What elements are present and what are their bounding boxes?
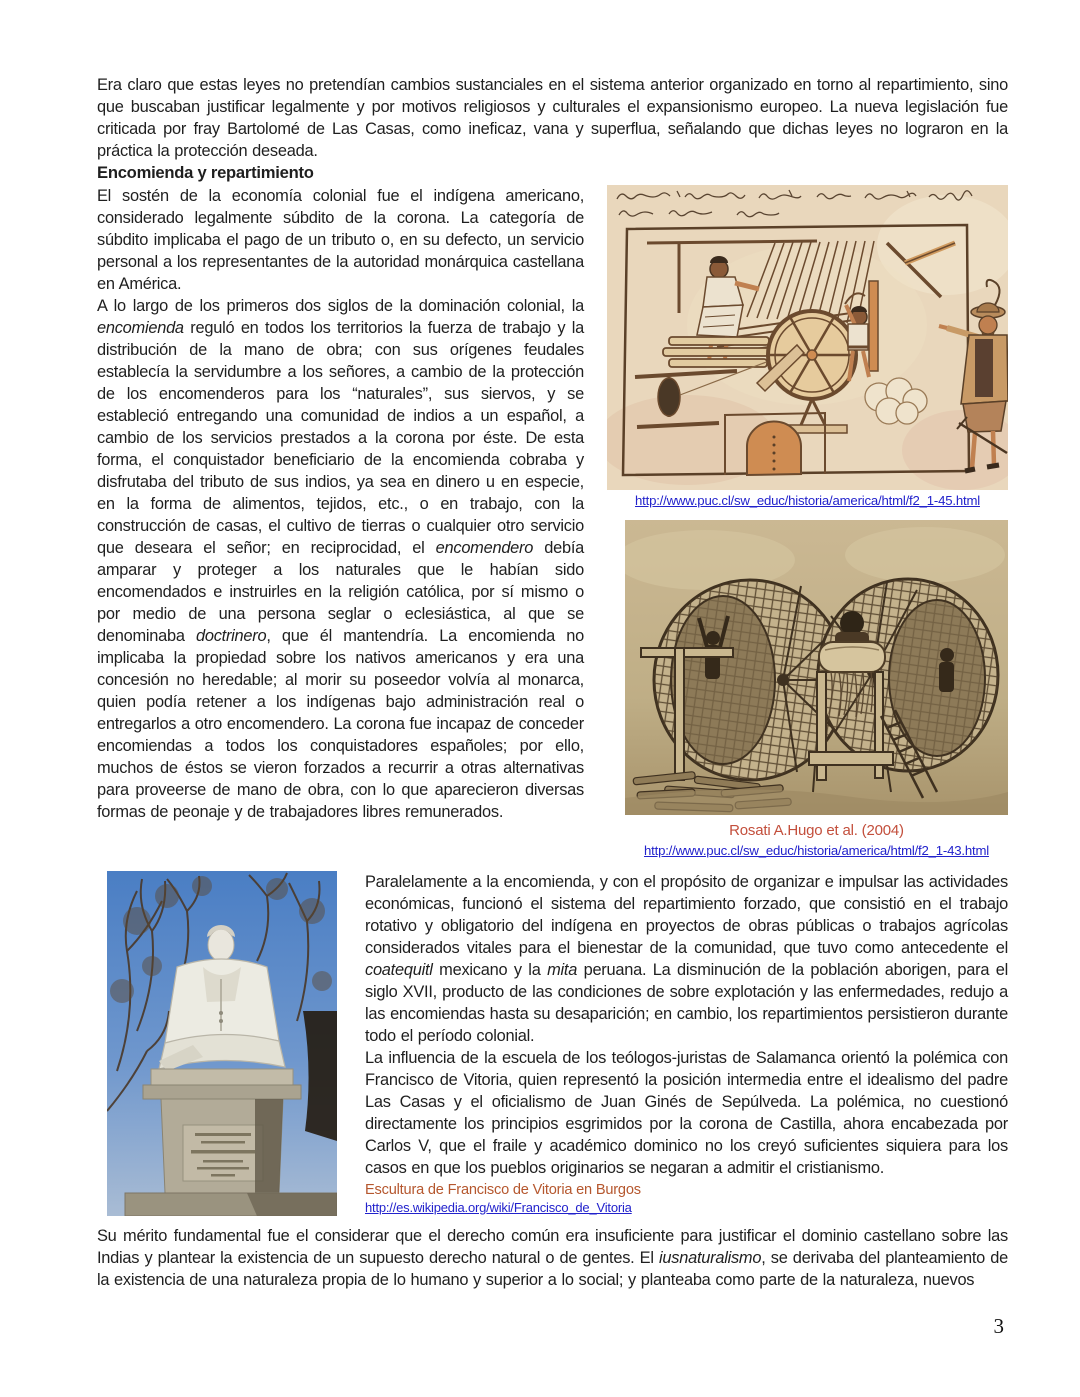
- two-column-section: [97, 185, 1008, 859]
- right-figure-column: [607, 185, 1008, 859]
- closing-paragraph: Su mérito fundamental fue el considerar que el derecho común era insuficiente para justificar el dominio castellano sobre las Indias y plantear la existencia de un supuesto derecho natural o de gentes. El iusnaturalismo, se derivaba del planteamiento de la existencia de una naturaleza propia de lo humano y superior a lo social; y planteaba como parte de la naturaleza, nuevos: [97, 1227, 1008, 1289]
- wheels-figure-credit: Rosati A.Hugo et al. (2004): [729, 822, 904, 839]
- intro-paragraph: Era claro que estas leyes no pretendían cambios sustanciales en el sistema anterior organizado en torno al repartimiento, sino que buscaban justificar legalmente y por motivos religiosos y culturales el expansionismo europeo. La nueva legislación fue criticada por fray Bartolomé de Las Casas, como ineficaz, vana y superflua, señalando que dichas leyes no lograron en la práctica la protección deseada.: [97, 76, 1008, 160]
- treadwheel-engraving: [625, 520, 1008, 815]
- left-text-column: [97, 185, 584, 823]
- repartimiento-paragraph: Paralelamente a la encomienda, y con el propósito de organizar e impulsar las actividades económicas, funcionó el sistema del repartimiento forzado, que consistió en el trabajo rotativo y obligatorio del indígena en proyectos de obras públicas o trabajos agrícolas considerados vitales para el bienestar de la comunidad, que tuvo como antecedente el coatequitl mexicano y la mita peruana. La disminución de la población aborigen, para el siglo XVII, producto de las condiciones de sobre explotación y las enfermedades, redujo a las encomiendas hasta su desaparición; en cambio, los repartimientos persistieron durante todo el período colonial.: [365, 873, 1008, 1045]
- vitoria-section: [97, 871, 1008, 1217]
- codex-figure-link[interactable]: http://www.puc.cl/sw_educ/historia/america/html/f2_1-45.html: [635, 493, 980, 508]
- statue-caption-link[interactable]: http://es.wikipedia.org/wiki/Francisco_de_Vitoria: [365, 1200, 632, 1215]
- right-treadwheel: [818, 579, 998, 771]
- encomienda-paragraph-2: A lo largo de los primeros dos siglos de la dominación colonial, la encomienda reguló en todos los territorios la fuerza de trabajo y la distribución de la mano de obra; con sus orígenes feudales establecía la servidumbre a los señores, a cambio de la protección de los encomenderos para los “naturales”, sus siervos, y se estableció entregando una comunidad de indios a un español, a cambio de los servicios prestados a la corona por éste. De esta forma, el conquistador beneficiario de la encomienda cobraba y disfrutaba del tributo de sus indios, ya sea en dinero u en especie, en la forma de alimentos, tejidos, etc., o en trabajo, con la construcción de casas, el cultivo de tierras o cualquier otro servicio que deseara el señor; en reciprocidad, el encomendero debía amparar y proteger a los naturales que le habían sido encomendados e instruirles en la religión católica, por sí mismo o por medio de una persona seglar o eclesiástica, al que se denominaba doctrinero, que él mantendría. La encomienda no implicaba la propiedad sobre los nativos americanos y era una concesión no heredable; al morir su poseedor volvía al monarca, quien podía retener a los indígenas bajo administración real o entregarlos a otro encomendero. La corona fue incapaz de conceder encomiendas a todos los conquistadores españoles; por ello, muchos de éstos se vieron forzados a recurrir a otras alternativas para proveerse de mano de obra, con lo que aparecieron diversas formas de peonaje y de trabajadores libres remunerados.: [97, 297, 584, 821]
- section-heading: Encomienda y repartimiento: [97, 163, 314, 182]
- salamanca-paragraph: La influencia de la escuela de los teólogos-juristas de Salamanca orientó la polémica con Francisco de Vitoria, quien representó la posición intermedia entre el idealismo del padre Las Casas y el oficialismo de Juan Ginés de Sepúlveda. La polémica, no cuestionó directamente los principios esgrimidos por la corona de Castilla, ahora encabezada por Carlos V, que el fraile y académico dominico no los creyó suficientes siquiera para los casos en que los pueblos originarios se negaran a admitir el cristianismo.: [365, 1049, 1008, 1177]
- encomienda-paragraph-1: El sostén de la economía colonial fue el indígena americano, considerado legalmente súbdito de la corona. La categoría de súbdito implicaba el pago de un tributo o, en su defecto, un servicio personal a los representantes de la autoridad monárquica castellana en América.: [97, 187, 584, 293]
- statue-figure-block: [107, 871, 337, 1216]
- statue-caption: Escultura de Francisco de Vitoria en Burgos: [365, 1182, 641, 1198]
- vitoria-statue-photo: [107, 871, 337, 1216]
- page-number: 3: [993, 1314, 1004, 1338]
- codex-weaving-illustration: [607, 185, 1008, 490]
- wheels-figure-link[interactable]: http://www.puc.cl/sw_educ/historia/america/html/f2_1-43.html: [644, 843, 989, 858]
- wheels-figure-block: [625, 520, 1008, 859]
- page-content: [97, 74, 1008, 1291]
- vitoria-text-block: [365, 871, 1008, 1217]
